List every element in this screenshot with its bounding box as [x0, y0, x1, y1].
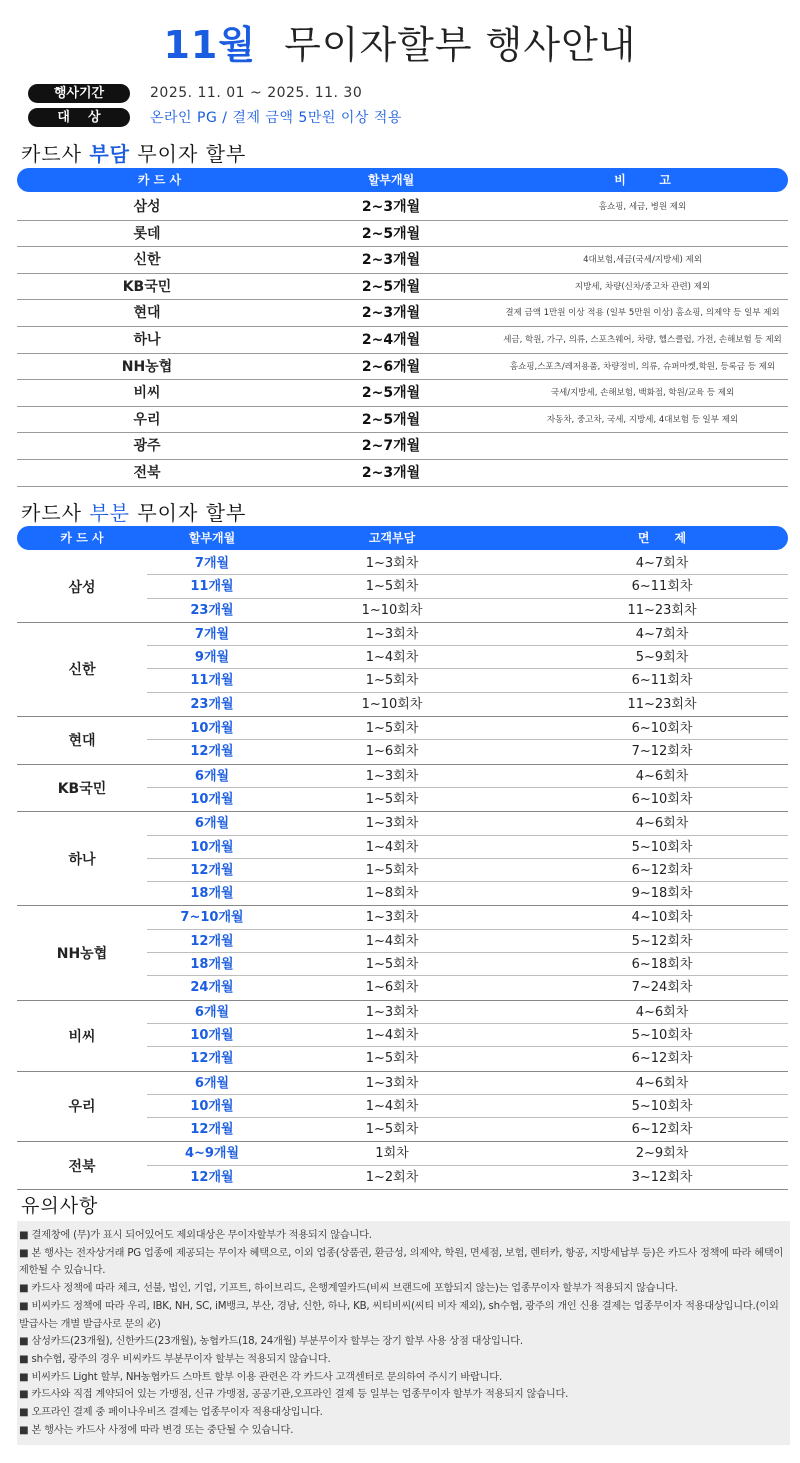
installment-months: 2~5개월 [361, 278, 421, 295]
customer-burden: 1~10회차 [361, 696, 423, 712]
note-text: 세금, 학원, 가구, 의류, 스포츠웨어, 차량, 헬스클럽, 가전, 손해보험 등 제외 [503, 334, 782, 345]
note [497, 274, 788, 300]
note [497, 300, 788, 326]
installment-months: 2~3개월 [361, 305, 421, 322]
exempt-range: 11~23회차 [627, 602, 697, 618]
exempt-range: 6~10회차 [631, 791, 693, 807]
table-row [147, 552, 788, 575]
note [497, 380, 788, 406]
card-name: 전북 [68, 1158, 96, 1175]
exempt-range: 6~18회차 [631, 957, 693, 973]
exempt-range: 11~23회차 [627, 696, 697, 712]
card-name: NH농협 [56, 946, 108, 963]
card-name: 하나 [133, 331, 161, 348]
table-row [147, 836, 788, 859]
table-row [147, 646, 788, 669]
card-group [17, 1001, 788, 1072]
table-row [147, 1166, 788, 1189]
customer-burden: 1~2회차 [365, 1169, 419, 1185]
customer-burden: 1~5회차 [365, 862, 419, 878]
notice-box [17, 1221, 790, 1445]
exempt-range: 4~6회차 [635, 768, 689, 784]
card-name: 롯데 [133, 225, 161, 242]
notice-item: ■ 삼성카드(23개월), 신한카드(23개월), 농협카드(18, 24개월) 부분무이자 할부는 장기 할부 사용 상점 대상입니다. [19, 1336, 523, 1348]
card-name: 전북 [133, 464, 161, 481]
exempt-range: 4~7회차 [635, 626, 689, 642]
table-row [147, 1001, 788, 1024]
installment-months: 2~7개월 [361, 438, 421, 455]
table-row [147, 976, 788, 999]
installment-months: 18개월 [190, 957, 234, 973]
installment-months: 2~5개월 [361, 225, 421, 242]
notice-item: ■ 비씨카드 Light 할부, NH농협카드 스마트 할부 이용 관련은 각 카드사 고객센터로 문의하여 주시기 바랍니다. [19, 1371, 502, 1383]
customer-burden: 1~4회차 [365, 839, 419, 855]
note [497, 354, 788, 380]
table-row [147, 1142, 788, 1165]
table-row [147, 669, 788, 692]
installment-months: 10개월 [190, 791, 234, 807]
installment-months: 2~3개월 [361, 199, 421, 215]
note-text: 자동차, 중고차, 국세, 지방세, 4대보험 등 일부 제외 [546, 414, 739, 425]
customer-burden: 1~4회차 [365, 650, 419, 666]
exempt-range: 6~12회차 [631, 1051, 693, 1067]
card-name: 현대 [68, 733, 96, 750]
installment-months: 7개월 [194, 556, 230, 571]
installment-months: 2~5개월 [361, 385, 421, 402]
table-row [147, 575, 788, 598]
installment-months: 6개월 [194, 816, 230, 832]
exempt-range: 9~18회차 [631, 886, 693, 902]
customer-burden: 1~6회차 [365, 744, 419, 760]
installment-months: 2~4개월 [361, 331, 421, 348]
partial-interest-free-table [17, 552, 788, 1190]
notice-item: ■ 오프라인 결제 중 페이나우비즈 결제는 업종무이자 적용대상입니다. [19, 1407, 323, 1419]
customer-burden: 1~5회차 [365, 1051, 419, 1067]
customer-burden: 1~6회차 [365, 980, 419, 996]
card-group [17, 552, 788, 623]
table2-header-card: 카 드 사 [60, 531, 104, 545]
customer-burden: 1~4회차 [365, 1098, 419, 1114]
card-name: 삼성 [68, 579, 96, 596]
installment-months: 12개월 [190, 1169, 234, 1185]
card-name: NH농협 [121, 358, 173, 375]
installment-months: 9개월 [194, 650, 230, 666]
card-name: 비씨 [133, 385, 161, 402]
table-row [147, 717, 788, 740]
table1-header-months: 할부개월 [367, 173, 415, 187]
note [497, 221, 788, 247]
note [497, 247, 788, 273]
installment-months: 23개월 [190, 696, 234, 712]
installment-months: 6개월 [194, 768, 230, 784]
section-title-full [21, 138, 246, 167]
card-name: 신한 [133, 252, 161, 269]
installment-months: 11개월 [190, 673, 234, 689]
table1-header-card: 카 드 사 [137, 173, 182, 187]
card-name: KB국민 [122, 278, 172, 295]
customer-burden: 1~5회차 [365, 791, 419, 807]
installment-months: 11개월 [190, 579, 234, 595]
exempt-range: 7~12회차 [631, 744, 693, 760]
note [497, 327, 788, 353]
table-row [147, 623, 788, 646]
note [497, 407, 788, 433]
table-row [17, 460, 788, 487]
note [497, 433, 788, 459]
target-value: 온라인 PG / 결제 금액 5만원 이상 적용 [150, 110, 402, 126]
exempt-range: 4~6회차 [635, 1004, 689, 1020]
exempt-range: 4~6회차 [635, 816, 689, 832]
table-row [147, 740, 788, 763]
exempt-range: 5~10회차 [631, 1027, 693, 1043]
section1-highlight: 부담 [89, 142, 130, 166]
table-row [147, 953, 788, 976]
customer-burden: 1~3회차 [365, 816, 419, 832]
card-group [17, 1072, 788, 1143]
table-row [17, 327, 788, 354]
exempt-range: 6~11회차 [631, 579, 693, 595]
table-row [147, 765, 788, 788]
note-text: 홈쇼핑,스포츠/레저용품, 차량정비, 의류, 슈퍼마켓,학원, 등록금 등 제외 [509, 361, 776, 372]
customer-burden: 1~4회차 [365, 1027, 419, 1043]
customer-burden: 1~3회차 [365, 556, 419, 571]
section2-pre: 카드사 [21, 501, 90, 525]
table-row [17, 274, 788, 301]
exempt-range: 4~6회차 [635, 1075, 689, 1091]
exempt-range: 6~11회차 [631, 673, 693, 689]
notice-item: ■ 결제창에 (무)가 표시 되어있어도 제외대상은 무이자할부가 적용되지 않습니다. [19, 1230, 372, 1241]
table-row [147, 1047, 788, 1070]
section1-pre: 카드사 [21, 142, 90, 166]
card-group [17, 812, 788, 906]
table-row [17, 380, 788, 407]
installment-months: 12개월 [190, 1051, 234, 1067]
notice-item: ■ 카드사와 직접 계약되어 있는 가맹점, 신규 가맹점, 공공기관,오프라인 결제 등 일부는 업종무이자 할부가 적용되지 않습니다. [19, 1389, 569, 1401]
table-row [17, 433, 788, 460]
period-value: 2025. 11. 01 ~ 2025. 11. 30 [150, 85, 363, 101]
card-group [17, 765, 788, 813]
customer-burden: 1~3회차 [365, 910, 419, 926]
customer-burden: 1회차 [375, 1146, 409, 1162]
installment-months: 10개월 [190, 1027, 234, 1043]
installment-months: 10개월 [190, 721, 234, 737]
table-row [147, 1095, 788, 1118]
customer-burden: 1~5회차 [365, 579, 419, 595]
page-title [0, 14, 800, 69]
table-row [147, 859, 788, 882]
card-name: 신한 [68, 662, 96, 679]
table-row [17, 300, 788, 327]
exempt-range: 7~24회차 [631, 980, 693, 996]
exempt-range: 3~12회차 [631, 1169, 693, 1185]
exempt-range: 6~10회차 [631, 721, 693, 737]
customer-burden: 1~3회차 [365, 1004, 419, 1020]
table-row [147, 1024, 788, 1047]
table2-header-exempt: 면 제 [637, 531, 687, 545]
card-name: 비씨 [68, 1028, 96, 1045]
card-name: KB국민 [57, 780, 107, 797]
note-text: 홈쇼핑, 세금, 병원 제외 [598, 202, 687, 212]
installment-months: 12개월 [190, 933, 234, 949]
exempt-range: 6~12회차 [631, 1122, 693, 1138]
section2-highlight: 부분 [89, 501, 130, 525]
note-text: 지방세, 차량(신차/중고차 관련) 제외 [574, 281, 711, 292]
table-row [147, 882, 788, 905]
installment-months: 18개월 [190, 886, 234, 902]
table-row [147, 812, 788, 835]
customer-burden: 1~5회차 [365, 957, 419, 973]
table-row [147, 1118, 788, 1141]
table-row [147, 599, 788, 622]
exempt-range: 5~12회차 [631, 933, 693, 949]
table-row [17, 407, 788, 434]
customer-burden: 1~5회차 [365, 673, 419, 689]
card-name: 우리 [133, 411, 161, 428]
installment-months: 2~6개월 [361, 358, 421, 375]
installment-months: 7개월 [194, 626, 230, 642]
card-group [17, 906, 788, 1000]
installment-months: 7~10개월 [180, 910, 244, 926]
card-group [17, 1142, 788, 1190]
customer-burden: 1~4회차 [365, 933, 419, 949]
notice-item: ■ 본 행사는 전자상거래 PG 업종에 제공되는 무이자 혜택으로, 이외 업종(상품권, 환금성, 의제약, 학원, 면세점, 보험, 렌터카, 항공, 지방세납부 등)은 카드사 정책에 따라 혜택이 제한될 수 있습니다. [19, 1247, 784, 1277]
card-name: 현대 [133, 305, 161, 322]
exempt-range: 4~10회차 [631, 910, 693, 926]
title-month: 11월 [163, 23, 257, 67]
notice-item: ■ sh수협, 광주의 경우 비씨카드 부분무이자 할부는 적용되지 않습니다. [19, 1353, 331, 1365]
exempt-range: 5~10회차 [631, 1098, 693, 1114]
exempt-range: 2~9회차 [635, 1146, 689, 1162]
notice-item: ■ 본 행사는 카드사 사정에 따라 변경 또는 중단될 수 있습니다. [19, 1424, 294, 1436]
title-text: 무이자할부 행사안내 [284, 23, 637, 67]
table-row [147, 906, 788, 929]
customer-burden: 1~8회차 [365, 886, 419, 902]
card-name: 삼성 [133, 199, 161, 215]
table-row [17, 221, 788, 248]
installment-months: 2~3개월 [361, 252, 421, 269]
installment-months: 12개월 [190, 744, 234, 760]
notice-item: ■ 비씨카드 정책에 따라 우리, IBK, NH, SC, iM뱅크, 부산, 경남, 신한, 하나, KB, 씨티비씨(씨티 비자 제외), sh수협, 광주의 개인 신용 결제는 업종무이자 적용대상입니다.(이외 발급사는 개별 발급사로 문의 必) [19, 1300, 779, 1330]
installment-months: 23개월 [190, 602, 234, 618]
section-title-partial [21, 497, 246, 526]
customer-burden: 1~5회차 [365, 1122, 419, 1138]
card-group [17, 623, 788, 717]
installment-months: 2~5개월 [361, 411, 421, 428]
installment-months: 24개월 [190, 980, 234, 996]
installment-months: 6개월 [194, 1075, 230, 1091]
note-text: 결제 금액 1만원 이상 적용 (일부 5만원 이상) 홈쇼핑, 의제약 등 일부 제외 [505, 308, 780, 319]
table-row [147, 930, 788, 953]
period-label: 행사기간 [28, 84, 130, 103]
card-name: 광주 [133, 438, 161, 455]
table2-header-months: 할부개월 [188, 531, 236, 545]
card-name: 하나 [68, 851, 96, 868]
table-row [147, 1072, 788, 1095]
note-text: 국세/지방세, 손해보험, 백화점, 학원/교육 등 제외 [550, 388, 735, 399]
full-interest-free-table [17, 194, 788, 487]
target-label: 대 상 [28, 108, 130, 127]
table-row [147, 693, 788, 716]
customer-burden: 1~3회차 [365, 1075, 419, 1091]
note [497, 194, 788, 220]
card-name: 우리 [68, 1099, 96, 1116]
exempt-range: 5~9회차 [635, 650, 689, 666]
installment-months: 10개월 [190, 839, 234, 855]
note-text: 4대보험,세금(국세/지방세) 제외 [583, 255, 702, 266]
table-row [17, 247, 788, 274]
exempt-range: 4~7회차 [635, 556, 689, 571]
section1-post: 무이자 할부 [129, 142, 247, 166]
info-row-target [28, 107, 402, 127]
customer-burden: 1~3회차 [365, 626, 419, 642]
exempt-range: 5~10회차 [631, 839, 693, 855]
info-row-period [28, 83, 362, 103]
customer-burden: 1~5회차 [365, 721, 419, 737]
customer-burden: 1~10회차 [361, 602, 423, 618]
installment-months: 2~3개월 [361, 464, 421, 481]
installment-months: 10개월 [190, 1098, 234, 1114]
table2-header-customer: 고객부담 [368, 531, 416, 545]
table1-header-note: 비 고 [614, 173, 671, 187]
table-row [17, 194, 788, 221]
notice-title: 유의사항 [21, 1195, 99, 1217]
installment-months: 4~9개월 [184, 1146, 240, 1162]
section2-post: 무이자 할부 [129, 501, 247, 525]
installment-months: 6개월 [194, 1004, 230, 1020]
table-row [147, 788, 788, 811]
table1-header [17, 168, 788, 192]
exempt-range: 6~12회차 [631, 862, 693, 878]
installment-months: 12개월 [190, 1122, 234, 1138]
installment-months: 12개월 [190, 862, 234, 878]
table-row [17, 354, 788, 381]
table2-header [17, 526, 788, 550]
notice-item: ■ 카드사 정책에 따라 체크, 선불, 법인, 기업, 기프트, 하이브리드, 은행계열카드(비씨 브랜드에 포함되지 않는)는 업종무이자 할부가 적용되지 않습니다. [19, 1283, 678, 1295]
card-group [17, 717, 788, 765]
note [497, 460, 788, 486]
customer-burden: 1~3회차 [365, 768, 419, 784]
